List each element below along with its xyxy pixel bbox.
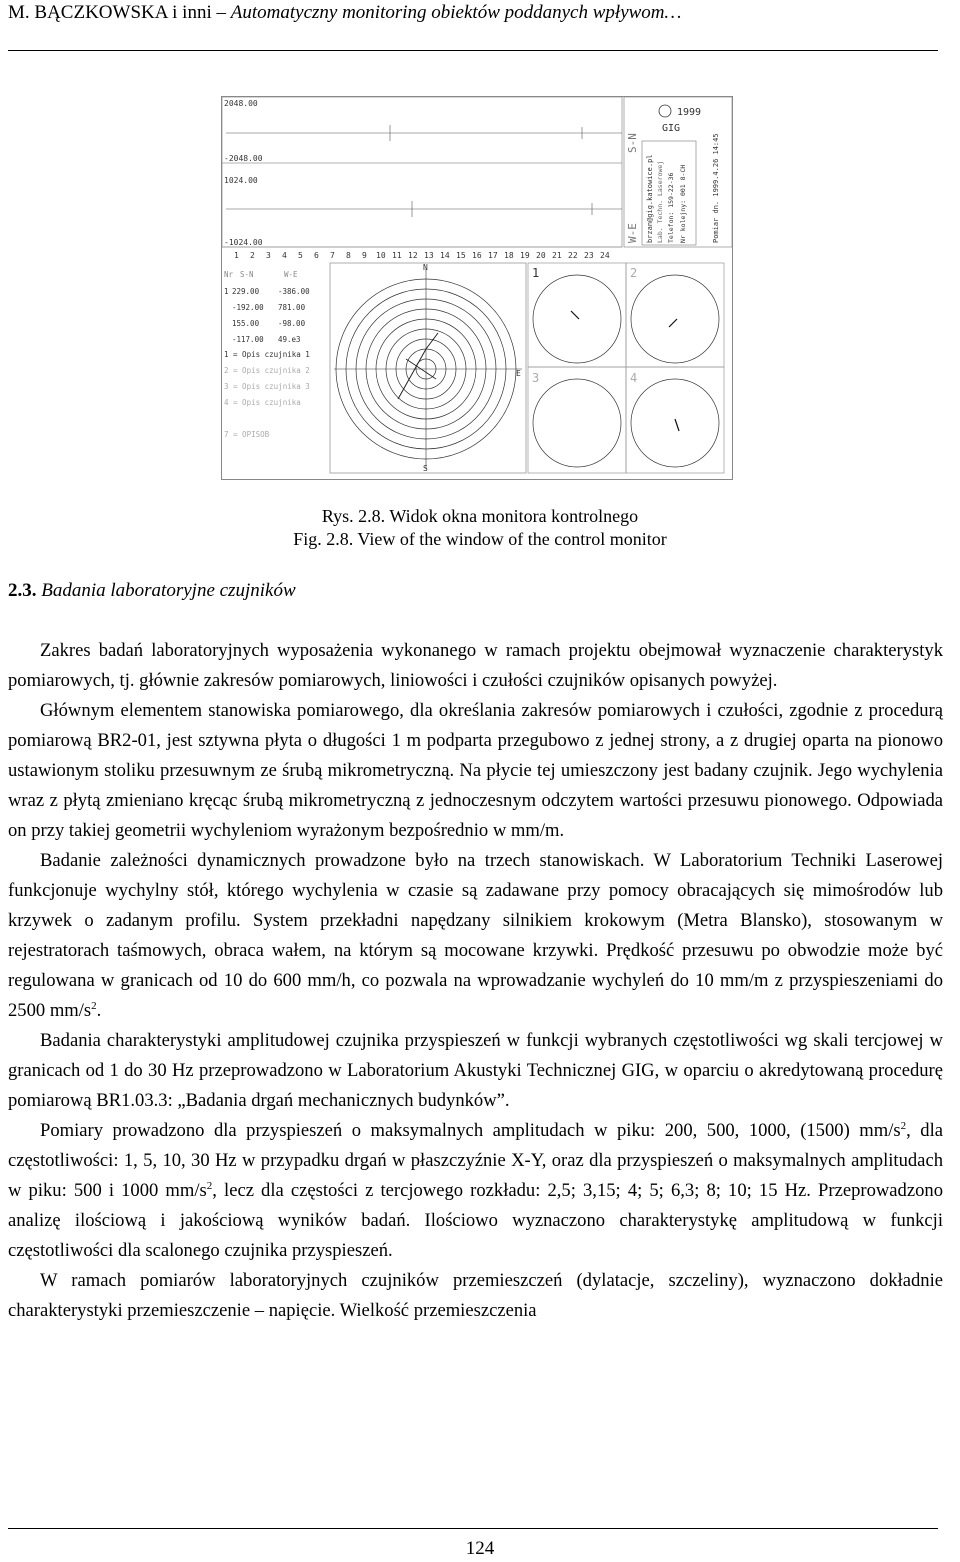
figure-caption-pl: Rys. 2.8. Widok okna monitora kontrolnego	[321, 506, 639, 526]
svg-text:2 = Opis czujnika 2: 2 = Opis czujnika 2	[224, 366, 310, 375]
svg-text:20: 20	[536, 251, 546, 260]
svg-text:W-E: W-E	[284, 270, 298, 279]
header-authors: M. BĄCZKOWSKA i inni –	[8, 2, 231, 23]
paragraph: Pomiary prowadzono dla przyspieszeń o maksymalnych amplitudach w piku: 200, 500, 1000, (1500) $mm/s^2$, dla częstotliwości: 1, 5, 10, 30 Hz w przypadku drgań w płaszczyźnie X-Y, oraz dla przyspieszeń o maksymalnych amplitudach w piku: 500 i 1000 $mm/s^2$, lecz dla częstości z tercjowego rozkładu: 2,5; 3,15; 4; 5; 6,3; 8; 10; 15 Hz. Przeprowadzono analizę ilościową i jakościową wyników badań. Ilościowo wyznaczono charakterystykę amplitudową w funkcji częstotliwości dla scalonego czujnika przyspieszeń.	[8, 1119, 944, 1261]
trace-label: 2048.00	[224, 99, 258, 108]
svg-text:Lab. Techn. Laserowej: Lab. Techn. Laserowej	[656, 160, 664, 243]
svg-text:21: 21	[552, 251, 562, 260]
svg-text:1 = Opis czujnika 1: 1 = Opis czujnika 1	[224, 350, 310, 359]
figure-caption-en: Fig. 2.8. View of the window of the control monitor	[293, 529, 667, 549]
small-plots-grid	[528, 263, 724, 473]
running-header	[8, 2, 681, 24]
section-heading	[8, 580, 296, 602]
body-text	[8, 636, 943, 1326]
paragraph: Zakres badań laboratoryjnych wyposażenia wykonanego w ramach projektu obejmował wyznaczenie charakterystyk pomiarowych, tj. głównie zakresów pomiarowych, liniowości i czułości czujników opisanych powyżej.	[8, 640, 943, 691]
svg-text:12: 12	[408, 251, 418, 260]
trace-label: -1024.00	[224, 238, 263, 247]
small-plot-label: 3	[532, 371, 540, 385]
svg-text:18: 18	[504, 251, 514, 260]
svg-text:3 = Opis czujnika 3: 3 = Opis czujnika 3	[224, 382, 310, 391]
svg-text:-192.00: -192.00	[232, 303, 264, 312]
paragraph: Badania charakterystyki amplitudowej czujnika przyspieszeń w funkcji wybranych częstotliwości wg skali tercjowej w granicach od 1 do 30 Hz przeprowadzono w Laboratorium Akustyki Technicznej GIG, w oparciu o akredytowaną procedurę pomiarową BR1.03.3: „Badania drgań mechanicznych budynków”.	[8, 1030, 943, 1111]
svg-text:6: 6	[314, 251, 319, 260]
svg-text:GIG: GIG	[662, 123, 681, 134]
side-info-panel	[624, 97, 732, 247]
svg-text:W-E: W-E	[626, 223, 639, 243]
svg-text:17: 17	[488, 251, 498, 260]
svg-text:-386.00: -386.00	[278, 287, 310, 296]
compass-south: S	[423, 464, 428, 473]
svg-text:19: 19	[520, 251, 530, 260]
trace-label: 1024.00	[224, 176, 258, 185]
channel-number-row	[234, 251, 610, 260]
svg-text:8: 8	[346, 251, 351, 260]
svg-text:49.e3: 49.e3	[278, 335, 301, 344]
svg-text:Nr: Nr	[224, 270, 234, 279]
svg-text:Telefon: 159-22-36: Telefon: 159-22-36	[667, 172, 675, 243]
small-plot-label: 2	[630, 266, 638, 280]
svg-text:3: 3	[266, 251, 271, 260]
svg-text:4 = Opis czujnika: 4 = Opis czujnika	[224, 398, 301, 407]
svg-text:1: 1	[224, 287, 229, 296]
section-title: Badania laboratoryjne czujników	[41, 580, 296, 601]
svg-text:14: 14	[440, 251, 450, 260]
svg-text:15: 15	[456, 251, 466, 260]
svg-text:11: 11	[392, 251, 402, 260]
paragraph: W ramach pomiarów laboratoryjnych czujników przemieszczeń (dylatacje, szczeliny), wyznaczono dokładnie charakterystyki przemieszczenie – napięcie. Wielkość przemieszczenia	[8, 1270, 943, 1321]
page-number: 124	[465, 1538, 495, 1559]
svg-text:2: 2	[250, 251, 255, 260]
svg-text:1: 1	[234, 251, 239, 260]
svg-text:S-N: S-N	[626, 133, 639, 153]
svg-text:10: 10	[376, 251, 386, 260]
svg-text:-98.00: -98.00	[278, 319, 306, 328]
section-number: 2.3.	[8, 580, 42, 601]
footer-rule	[8, 1528, 938, 1529]
svg-text:1999: 1999	[677, 107, 702, 118]
svg-text:Nr kolejny: 001 8-CH: Nr kolejny: 001 8-CH	[679, 164, 687, 243]
svg-text:9: 9	[362, 251, 367, 260]
header-title: Automatyczny monitoring obiektów poddanych wpływom…	[230, 2, 682, 23]
svg-text:S-N: S-N	[240, 270, 254, 279]
compass-east: E	[516, 369, 521, 378]
small-plot-label: 4	[630, 371, 638, 385]
svg-text:229.00: 229.00	[232, 287, 260, 296]
small-plot-label: 1	[532, 266, 540, 280]
polar-plot	[330, 263, 526, 473]
svg-text:781.00: 781.00	[278, 303, 306, 312]
compass-north: N	[423, 263, 428, 272]
values-table	[224, 270, 310, 439]
paragraph: Badanie zależności dynamicznych prowadzone było na trzech stanowiskach. W Laboratorium Techniki Laserowej funkcjonuje wychylny stół, którego wychylenia w czasie są zadawane przy pomocy obracających się mimośrodów lub krzywek o zadanym profilu. System przekładni napędzany silnikiem krokowym (Metra Blansko), stosowanym w rejestratorach taśmowych, obraca wałem, na którym są mocowane krzywki. Prędkość przesuwu po obwodzie może być regulowana w granicach od 10 do 600 mm/h, co pozwala na wprowadzanie wychyleń do 10 mm/m z przyspieszeniami do 2500 $mm/s^2$.	[8, 850, 943, 1021]
paragraph: Głównym elementem stanowiska pomiarowego, dla określania zakresów pomiarowych i czułości, zgodnie z procedurą pomiarową BR2-01, jest sztywna płyta o długości 1 m podparta przegubowo z jednej strony, a z drugiej oparta na pionowo ustawionym stoliku przesuwnym ze śrubą mikrometryczną. Na płycie tej umieszczony jest badany czujnik. Jego wychylenia wraz z płytą zmieniano kręcąc śrubą mikrometryczną z jednoczesnym odczytem wartości przesuwu pionowego. Odpowiada on przy takiej geometrii wychyleniom wyrażonym bezpośrednio w mm/m.	[8, 700, 943, 841]
svg-text:155.00: 155.00	[232, 319, 260, 328]
svg-text:brzan@gig.katowice.pl: brzan@gig.katowice.pl	[646, 154, 654, 243]
trace-panel	[222, 97, 622, 247]
svg-text:-117.00: -117.00	[232, 335, 264, 344]
monitor-screenshot-figure	[221, 96, 733, 480]
svg-text:24: 24	[600, 251, 610, 260]
svg-text:7 = OPISOB: 7 = OPISOB	[224, 430, 270, 439]
svg-text:5: 5	[298, 251, 303, 260]
svg-text:23: 23	[584, 251, 594, 260]
svg-text:22: 22	[568, 251, 578, 260]
svg-text:13: 13	[424, 251, 434, 260]
svg-text:4: 4	[282, 251, 287, 260]
svg-text:Pomiar dn. 1999.4.26 14:45: Pomiar dn. 1999.4.26 14:45	[712, 133, 720, 243]
svg-text:7: 7	[330, 251, 335, 260]
svg-text:16: 16	[472, 251, 482, 260]
header-rule	[8, 50, 938, 51]
trace-label: -2048.00	[224, 154, 263, 163]
